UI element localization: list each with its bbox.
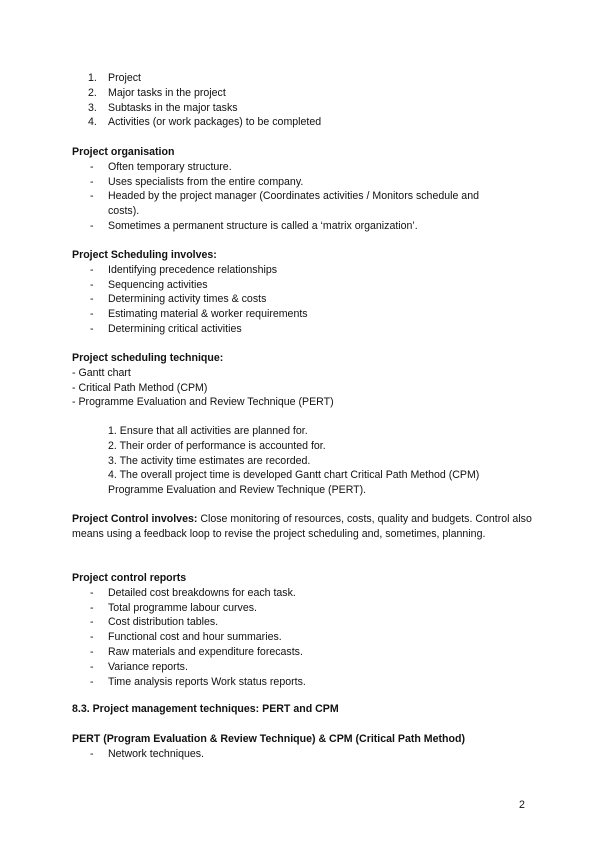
list-item: - Raw materials and expenditure forecasts. xyxy=(90,645,303,658)
list-item: 2. Their order of performance is accounted for. xyxy=(108,439,326,452)
list-item: - Often temporary structure. xyxy=(90,160,232,173)
organisation-heading: Project organisation xyxy=(72,146,175,158)
list-item: - Sometimes a permanent structure is called a ‘matrix organization’. xyxy=(90,219,418,232)
list-item: - Sequencing activities xyxy=(90,278,208,291)
list-item: 2. Major tasks in the project xyxy=(88,86,226,99)
list-item: - Estimating material & worker requirements xyxy=(90,308,308,321)
list-item: - Functional cost and hour summaries. xyxy=(90,631,282,644)
list-item: 3. Subtasks in the major tasks xyxy=(88,101,238,114)
organisation-section xyxy=(0,145,600,234)
section-heading: 8.3. Project management techniques: PERT and CPM xyxy=(72,703,339,715)
list-item: - Time analysis reports Work status reports. xyxy=(90,675,306,688)
list-item: - Programme Evaluation and Review Technique (PERT) xyxy=(72,396,334,409)
reports-heading: Project control reports xyxy=(72,572,187,584)
list-item: - Variance reports. xyxy=(90,660,188,673)
list-item: 1. Project xyxy=(88,72,141,84)
page-number: 2 xyxy=(519,799,525,811)
control-heading: Project Control involves: xyxy=(72,513,198,525)
list-item: - Detailed cost breakdowns for each task. xyxy=(90,586,296,599)
scheduling-section xyxy=(0,248,600,337)
list-item: 4. The overall project time is developed Gantt chart Critical Path Method (CPM) Programme Evaluation and Review Technique (PERT). xyxy=(108,469,480,497)
list-item: - Critical Path Method (CPM) xyxy=(72,381,208,394)
list-item: - Determining activity times & costs xyxy=(90,293,267,306)
list-item: - Determining critical activities xyxy=(90,322,242,335)
list-item: - Uses specialists from the entire company. xyxy=(90,175,304,188)
list-item: 3. The activity time estimates are recorded. xyxy=(108,454,311,467)
list-item: 1. Ensure that all activities are planned for. xyxy=(108,425,308,437)
numbered-list-top xyxy=(0,71,600,130)
list-item: - Total programme labour curves. xyxy=(90,601,257,614)
pert-section xyxy=(0,732,600,762)
technique-numbered-list xyxy=(0,424,600,498)
section-8-3 xyxy=(0,702,600,717)
pert-heading: PERT (Program Evaluation & Review Technique) & CPM (Critical Path Method) xyxy=(72,733,465,745)
technique-section xyxy=(0,351,600,410)
scheduling-heading: Project Scheduling involves: xyxy=(72,249,217,261)
technique-heading: Project scheduling technique: xyxy=(72,352,224,364)
list-item: - Network techniques. xyxy=(90,747,204,760)
list-item: - Identifying precedence relationships xyxy=(90,263,278,276)
list-item: - Gantt chart xyxy=(72,366,131,379)
list-item: - Cost distribution tables. xyxy=(90,616,219,629)
list-item: 4. Activities (or work packages) to be completed xyxy=(88,116,322,129)
reports-section xyxy=(0,571,600,689)
list-item: - Headed by the project manager (Coordinates activities / Monitors schedule and costs). xyxy=(90,190,479,218)
control-paragraph: Project Control involves: Close monitoring of resources, costs, quality and budgets. Control also means using a feedback loop to revise the project scheduling and, sometimes, planning. xyxy=(72,513,532,540)
